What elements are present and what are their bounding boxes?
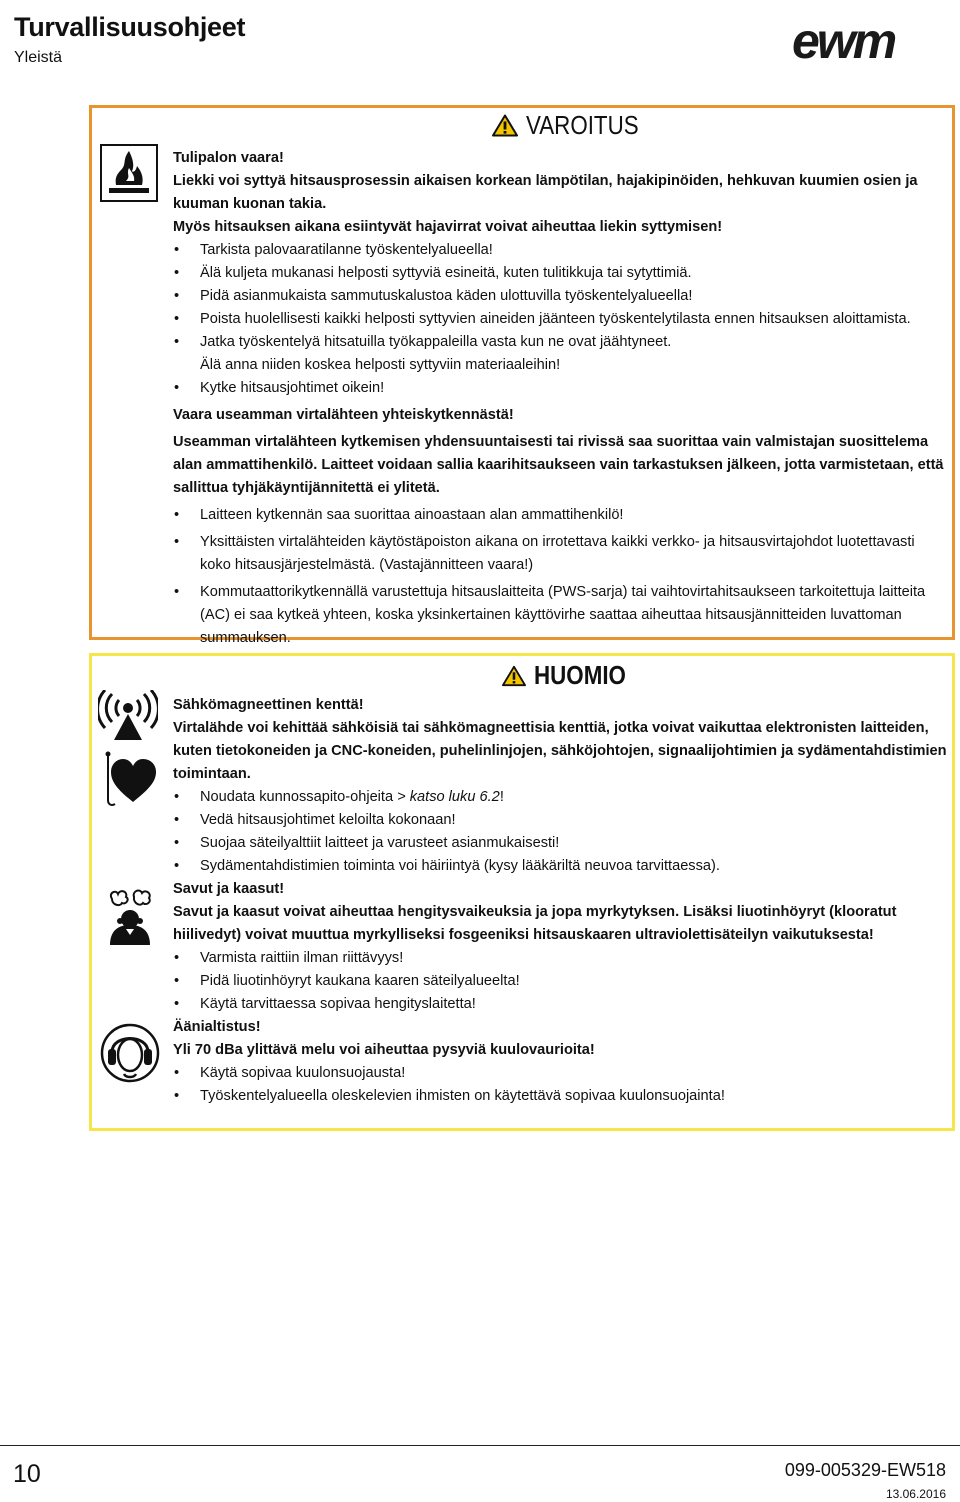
list-item: • Kommutaattorikytkennällä varustettuja hitsauslaitteita (PWS-sarja) tai vaihtovirtahitsaukseen tarkoitettuja laitteita (AC) ei saa kytkeä yhteen, koska yksinkertainen käyttövirhe saattaa aiheuttaa hitsausjännitteiden luvattoman summauksen. — [173, 581, 948, 650]
list-item: • Pidä asianmukaista sammutuskalustoa käden ulottuvilla työskentelyalueella! — [173, 285, 948, 308]
list-item-suffix: ! — [499, 789, 504, 805]
list-item: • Kytke hitsausjohtimet oikein! — [173, 377, 948, 400]
fire-hazard-icon — [100, 144, 158, 202]
note-heading: Äänialtistus! — [173, 1019, 261, 1035]
warning-signal — [492, 110, 657, 141]
list-item-continuation: Älä anna niiden koskea helposti syttyviin materiaaleihin! — [200, 357, 561, 373]
note-signal-word: HUOMIO — [534, 660, 626, 690]
ewm-logo — [792, 18, 940, 64]
list-item: • Sydämentahdistimien toiminta voi häiriintyä (kysy lääkäriltä neuvoa tarvittaessa). — [173, 855, 948, 878]
note-text — [173, 694, 948, 1108]
page-number: 10 — [13, 1460, 41, 1488]
warning-heading: Tulipalon vaara! — [173, 150, 284, 166]
note-paragraph: Virtalähde voi kehittää sähköisiä tai sähkömagneettisia kenttiä, jotka voivat vaikuttaa elektronisten laitteiden, kuten tietokoneiden ja CNC-koneiden, puhelinlinjojen, sähköjohtojen, signaalijohtimien ja sydämentahdistimien toimintaan. — [173, 720, 947, 782]
list-item: • Yksittäisten virtalähteiden käytöstäpoiston aikana on irrotettava kaikki verkko- ja hitsausvirtajohdot luotettavasti koko hitsausjärjestelmästä. (Vastajännitteen vaara!) — [173, 531, 948, 577]
caution-triangle-icon — [502, 665, 526, 687]
document-date: 13.06.2016 — [885, 1487, 946, 1501]
electromagnetic-field-icon — [98, 690, 158, 746]
list-item: • Pidä liuotinhöyryt kaukana kaaren säteilyalueelta! — [173, 970, 948, 993]
note-paragraph: Yli 70 dBa ylittävä melu voi aiheuttaa pysyviä kuulovaurioita! — [173, 1042, 595, 1058]
list-item: • Työskentelyalueella oleskelevien ihmisten on käytettävä sopivaa kuulonsuojainta! — [173, 1085, 948, 1108]
warning-heading: Vaara useamman virtalähteen yhteiskytkennästä! — [173, 407, 514, 423]
list-item: • Suojaa säteilyalttiit laitteet ja varusteet asianmukaisesti! — [173, 832, 948, 855]
note-signal — [502, 660, 641, 691]
warning-text — [173, 147, 948, 650]
document-number: 099-005329-EW518 — [784, 1460, 946, 1480]
list-item: • Älä kuljeta mukanasi helposti syttyviä esineitä, kuten tulitikkuja tai sytyttimiä. — [173, 262, 948, 285]
warning-paragraph: Useamman virtalähteen kytkemisen yhdensuuntaisesti tai rivissä saa suorittaa vain valmistajan suosittelema alan ammattihenkilö. Laitteet voidaan sallia kaarihitsaukseen vain tarkastuksen jälkeen, jotta varmistetaan, että sallittua tyhjäkäyntijännitettä ei ylitetä. — [173, 434, 944, 496]
list-item: • Vedä hitsausjohtimet keloilta kokonaan! — [173, 809, 948, 832]
note-paragraph: Savut ja kaasut voivat aiheuttaa hengitysvaikeuksia ja jopa myrkytyksen. Lisäksi liuotinhöyryt (klooratut hiilivedyt) voivat muuttua myrkylliseksi fosgeeniksi hitsauskaaren ultraviolettisäteilyn vaikutuksesta! — [173, 904, 897, 943]
list-item: • Laitteen kytkennän saa suorittaa ainoastaan alan ammattihenkilö! — [173, 504, 948, 527]
note-heading: Savut ja kaasut! — [173, 881, 285, 897]
list-item: • Käytä tarvittaessa sopivaa hengityslaitetta! — [173, 993, 948, 1016]
list-item-text: Noudata kunnossapito-ohjeita — [200, 789, 394, 805]
warning-paragraph: Liekki voi syttyä hitsausprosessin aikaisen korkean lämpötilan, hajakipinöiden, hehkuvan kuumien osien ja kuuman kuonan takia. — [173, 173, 918, 212]
pacemaker-heart-icon — [100, 750, 162, 812]
hearing-protection-icon — [100, 1022, 160, 1084]
page-title: Turvallisuusohjeet — [14, 12, 246, 42]
list-item: • Poista huolellisesti kaikki helposti syttyvien aineiden jäänteen työskentelytilasta ennen hitsauksen aloittamista. — [173, 308, 948, 331]
list-item: • Jatka työskentelyä hitsatuilla työkappaleilla vasta kun ne ovat jäähtyneet. — [173, 331, 948, 354]
cross-reference-link[interactable]: > katso luku 6.2 — [397, 789, 500, 805]
list-item — [173, 786, 948, 809]
warning-triangle-icon — [492, 114, 518, 137]
list-item: • Käytä sopivaa kuulonsuojausta! — [173, 1062, 948, 1085]
list-item: • Varmista raittiin ilman riittävyys! — [173, 947, 948, 970]
page-subtitle: Yleistä — [14, 49, 63, 66]
note-heading: Sähkömagneettinen kenttä! — [173, 697, 364, 713]
fumes-gas-icon — [100, 885, 160, 947]
footer-divider — [0, 1445, 960, 1446]
warning-paragraph: Myös hitsauksen aikana esiintyvät hajavirrat voivat aiheuttaa liekin syttymisen! — [173, 219, 723, 235]
logo-text: ewm — [792, 18, 895, 64]
warning-signal-word: VAROITUS — [526, 110, 639, 140]
list-item: • Tarkista palovaaratilanne työskentelyalueella! — [173, 239, 948, 262]
